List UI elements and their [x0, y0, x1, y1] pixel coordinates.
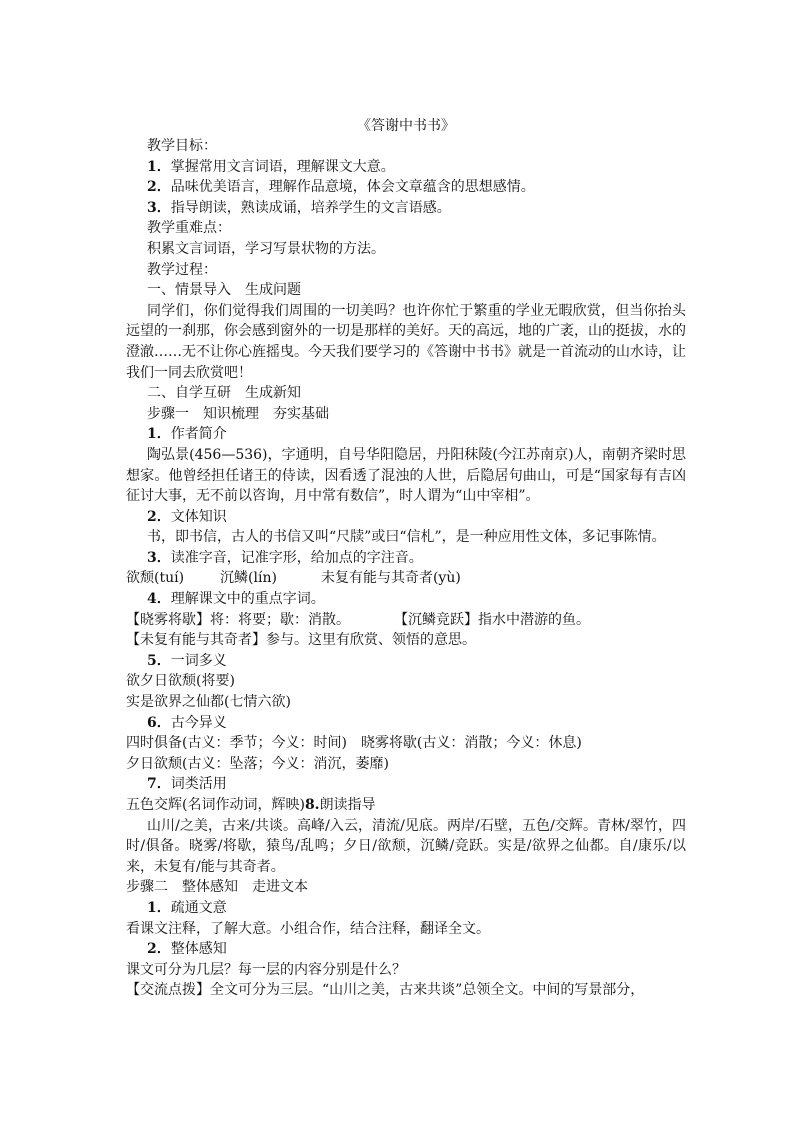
section-title: 古今异义	[170, 714, 227, 731]
section-title: 理解课文中的重点字词。	[170, 591, 325, 608]
goal-text: 指导朗读，熟读成诵，培养学生的文言语感。	[170, 199, 451, 216]
part1-paragraph: 同学们，你们觉得我们周围的一切美吗？也许你忙于繁重的学业无暇欣赏，但当你抬头远望的一刹那，你会感到窗外的一切是那样的美好。天的高远，地的广袤，山的挺拔，水的澄澈……无不让你心旌摇曳。今天我们要学习的《答谢中书书》就是一首流动的山水诗，让我们一同去欣赏吧！	[126, 302, 686, 381]
ancient-modern-item: 晓雾将歇(古义：消散；今义：休息)	[360, 735, 582, 752]
section-number: 2．	[147, 508, 171, 525]
goal-text: 品味优美语言，理解作品意境，体会文章蕴含的思想感情。	[170, 179, 535, 196]
author-paragraph: 陶弘景(456—536)，字通明，自号华阳隐居，丹阳秣陵(今江苏南京)人，南朝齐梁时思想家。他曾经担任诸王的侍读，因看透了混浊的人世，后隐居句曲山，可是“国家每有吉凶征讨大事，无不前以咨询，月中常有数信”，时人谓为“山中宰相”。	[126, 446, 686, 505]
key-points-heading: 教学重难点：	[147, 220, 231, 237]
section-number: 5．	[147, 652, 171, 669]
section-title: 整体感知	[170, 941, 227, 958]
words-heading	[126, 589, 686, 610]
section-number: 7．	[147, 776, 171, 793]
pronunciation-item: 未复有能与其奇者(yù)	[320, 570, 461, 587]
goal-number: 1．	[147, 158, 171, 175]
goal-item	[126, 198, 686, 219]
section-title: 文体知识	[170, 508, 227, 525]
polysemy-item: 欲夕日欲颓(将要)	[126, 673, 235, 690]
word-usage-line	[126, 795, 686, 816]
overall-heading	[126, 939, 686, 960]
translation-text: 看课文注释，了解大意。小组合作，结合注释，翻译全文。	[126, 920, 490, 937]
section-title: 读准字音，记准字形，给加点的字注音。	[170, 549, 423, 566]
goal-item	[126, 177, 686, 198]
document-page	[126, 116, 686, 1001]
overall-answer: 【交流点拨】全文可分为三层。“山川之美，古来共谈”总领全文。中间的写景部分，	[126, 982, 645, 999]
pronunciation-items	[126, 568, 686, 589]
translation-heading	[126, 898, 686, 919]
polysemy-item: 实是欲界之仙都(七情六欲)	[126, 694, 291, 711]
goal-number: 2．	[147, 179, 171, 196]
author-heading	[126, 424, 686, 445]
section-title: 一词多义	[170, 652, 227, 669]
section-number: 1．	[147, 426, 171, 443]
reading-paragraph: 山川/之美，古来/共谈。高峰/入云，清流/见底。两岸/石壁，五色/交辉。青林/翠竹，四时/俱备。晓雾/将歇，猿鸟/乱鸣；夕日/欲颓，沉鳞/竞跃。实是/欲界之仙都。自/康乐/以来，未复有/能与其奇者。	[126, 817, 686, 875]
process-heading: 教学过程：	[147, 261, 217, 278]
section-number: 6．	[147, 714, 171, 731]
overall-question: 课文可分为几层？每一层的内容分别是什么？	[126, 961, 406, 978]
section-number: 8.	[304, 797, 320, 813]
step2-heading: 步骤二 整体感知 走进文本	[126, 879, 308, 896]
word-note: 【沉鳞竞跃】指水中潜游的鱼。	[394, 611, 590, 628]
ancient-modern-item: 四时俱备(古义：季节；今义：时间)	[126, 735, 347, 752]
pronunciation-item: 沉鳞(lín)	[220, 570, 277, 587]
section-number: 1．	[147, 899, 171, 916]
section-number: 3．	[147, 549, 171, 566]
word-note: 【晓雾将歇】将：将要；歇：消散。	[126, 611, 350, 628]
section-title: 作者简介	[170, 426, 227, 443]
ancient-modern-heading	[126, 713, 686, 734]
genre-heading	[126, 507, 686, 528]
genre-paragraph: 书，即书信，古人的书信又叫“尺牍”或曰“信札”，是一种应用性文体，多记事陈情。	[147, 529, 666, 546]
step1-heading: 步骤一 知识梳理 夯实基础	[147, 405, 329, 422]
section-title: 词类活用	[170, 776, 227, 793]
ancient-modern-line: 夕日欲颓(古义：坠落；今义：消沉，萎靡)	[126, 755, 389, 772]
word-usage-heading	[126, 774, 686, 795]
goal-text: 掌握常用文言词语，理解课文大意。	[170, 158, 395, 175]
ancient-modern-line	[126, 733, 686, 754]
word-usage-text: 五色交辉(名词作动词，辉映)	[126, 797, 305, 813]
goals-heading: 教学目标：	[147, 138, 217, 154]
section-number: 2．	[147, 941, 171, 958]
section-title: 疏通文意	[170, 899, 227, 916]
part1-heading: 一、情景导入 生成问题	[147, 282, 301, 299]
key-points-text: 积累文言词语，学习写景状物的方法。	[147, 240, 385, 257]
part2-heading: 二、自学互研 生成新知	[147, 385, 301, 402]
section-title: 朗读指导	[319, 797, 376, 813]
section-number: 4．	[147, 591, 171, 608]
words-line	[126, 610, 686, 631]
goal-item	[126, 157, 686, 178]
pronunciation-item: 欲颓(tuí)	[126, 570, 185, 587]
words-line: 【未复有能与其奇者】参与。这里有欣赏、领悟的意思。	[126, 632, 476, 649]
polysemy-heading	[126, 651, 686, 672]
pronunciation-heading	[126, 548, 686, 569]
document-title: 《答谢中书书》	[357, 118, 455, 134]
goal-number: 3．	[147, 199, 171, 216]
